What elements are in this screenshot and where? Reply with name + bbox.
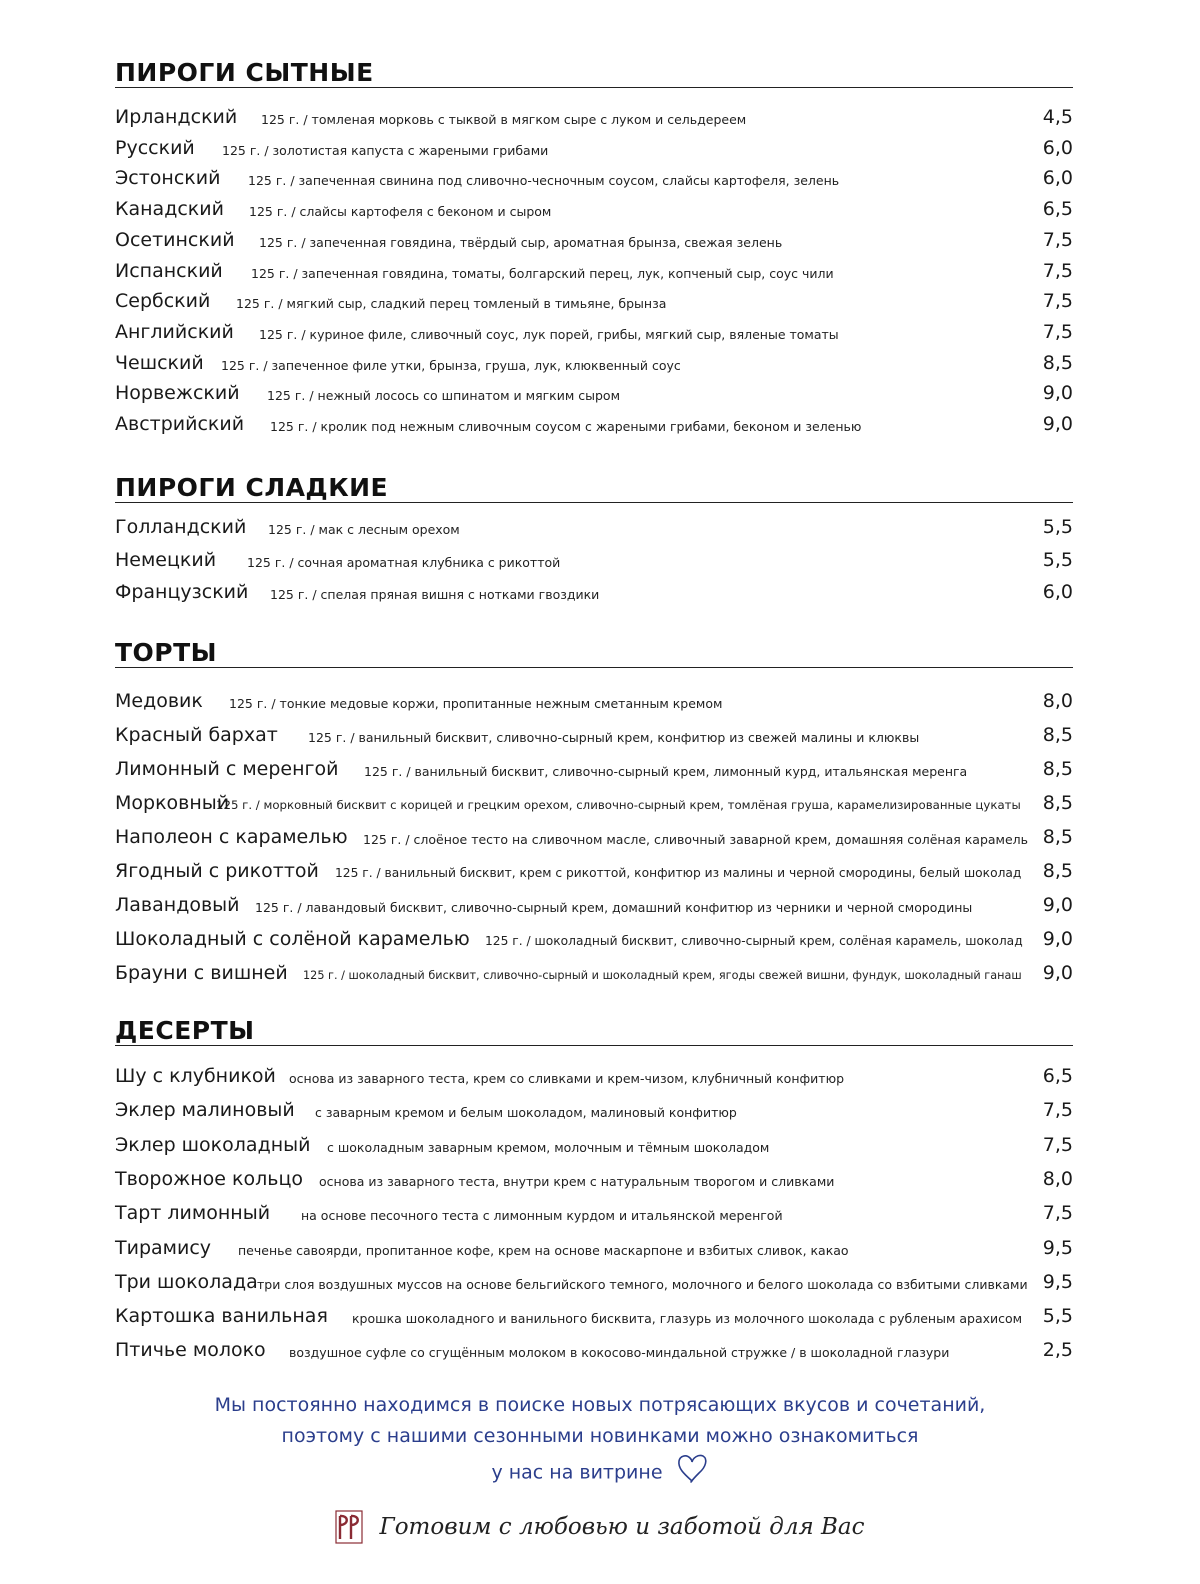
menu-item bbox=[115, 1130, 1073, 1158]
item-description: на основе песочного теста с лимонным курдом и итальянской меренгой bbox=[301, 1208, 783, 1224]
item-price: 9,0 bbox=[1042, 928, 1073, 950]
menu-item bbox=[115, 1061, 1073, 1089]
footer-note-line-3-text: у нас на витрине bbox=[491, 1461, 663, 1484]
item-price: 6,0 bbox=[1042, 581, 1073, 603]
item-description: 125 г. / тонкие медовые коржи, пропитанные нежным сметанным кремом bbox=[229, 696, 723, 711]
item-price: 8,5 bbox=[1042, 860, 1073, 882]
item-name: Английский bbox=[115, 320, 234, 343]
item-name: Медовик bbox=[115, 690, 203, 712]
item-name: Красный бархат bbox=[115, 724, 278, 746]
menu-item bbox=[115, 754, 1073, 782]
menu-item bbox=[115, 256, 1073, 284]
section-title: ТОРТЫ bbox=[115, 638, 1073, 668]
item-description: 125 г. / запеченное филе утки, брынза, груша, лук, клюквенный соус bbox=[221, 357, 681, 373]
menu-item bbox=[115, 788, 1073, 816]
item-price: 6,5 bbox=[1042, 1065, 1073, 1087]
item-description: 125 г. / куриное филе, сливочный соус, лук порей, грибы, мягкий сыр, вяленые томаты bbox=[259, 326, 839, 342]
item-price: 8,5 bbox=[1042, 758, 1073, 780]
heart-icon bbox=[675, 1452, 709, 1494]
item-description: 125 г. / ванильный бисквит, крем с рикоттой, конфитюр из малины и черной смородины, белый шоколад bbox=[335, 866, 1022, 880]
item-name: Птичье молоко bbox=[115, 1339, 266, 1362]
menu-section bbox=[115, 1016, 1073, 1362]
footer-note bbox=[0, 1390, 1200, 1494]
item-name: Творожное кольцо bbox=[115, 1167, 304, 1190]
menu-item bbox=[115, 924, 1073, 952]
item-name: Тирамису bbox=[115, 1236, 212, 1259]
item-description: 125 г. / запеченная говядина, томаты, болгарский перец, лук, копченый сыр, соус чили bbox=[251, 265, 834, 281]
menu-section bbox=[115, 473, 1073, 603]
menu-item bbox=[115, 102, 1073, 130]
item-description: 125 г. / спелая пряная вишня с нотками гвоздики bbox=[270, 587, 600, 602]
item-price: 9,5 bbox=[1042, 1236, 1073, 1259]
item-price: 9,5 bbox=[1042, 1270, 1073, 1293]
item-description: воздушное суфле со сгущённым молоком в кокосово-миндальной стружке / в шоколадной глазури bbox=[289, 1345, 950, 1361]
menu-item bbox=[115, 545, 1073, 573]
menu-item bbox=[115, 1335, 1073, 1363]
menu-item bbox=[115, 409, 1073, 437]
menu-item bbox=[115, 686, 1073, 714]
menu-item bbox=[115, 348, 1073, 376]
item-name: Сербский bbox=[115, 290, 211, 313]
item-price: 5,5 bbox=[1042, 1305, 1073, 1328]
item-price: 8,5 bbox=[1042, 826, 1073, 848]
menu-item bbox=[115, 958, 1073, 986]
item-name: Австрийский bbox=[115, 413, 245, 435]
item-price: 4,5 bbox=[1042, 106, 1073, 128]
menu-item bbox=[115, 194, 1073, 222]
footer-note-line-3 bbox=[0, 1452, 1200, 1494]
brand-slogan: Готовим с любовью и заботой для Вас bbox=[379, 1514, 865, 1540]
item-price: 8,0 bbox=[1042, 690, 1073, 712]
item-description: 125 г. / слоёное тесто на сливочном масле, сливочный заварной крем, домашняя солёная карамель bbox=[363, 832, 1029, 847]
item-name: Французский bbox=[115, 581, 249, 603]
item-price: 8,5 bbox=[1042, 724, 1073, 746]
brand-signature bbox=[0, 1505, 1200, 1549]
item-price: 9,0 bbox=[1042, 894, 1073, 916]
item-price: 6,0 bbox=[1042, 167, 1073, 190]
item-price: 9,0 bbox=[1042, 962, 1073, 984]
item-description: 125 г. / мак с лесным орехом bbox=[268, 522, 460, 537]
footer-note-line-1: Мы постоянно находимся в поиске новых потрясающих вкусов и сочетаний, bbox=[214, 1394, 986, 1416]
menu-item bbox=[115, 512, 1073, 540]
menu-section bbox=[115, 638, 1073, 984]
menu-item bbox=[115, 1164, 1073, 1192]
item-description: 125 г. / кролик под нежным сливочным соусом с жареными грибами, беконом и зеленью bbox=[270, 419, 862, 434]
item-name: Ирландский bbox=[115, 106, 238, 128]
item-price: 8,0 bbox=[1042, 1167, 1073, 1190]
menu-item bbox=[115, 856, 1073, 884]
item-name: Три шоколада bbox=[115, 1270, 258, 1293]
section-title: ПИРОГИ СЛАДКИЕ bbox=[115, 473, 1073, 503]
item-price: 9,0 bbox=[1042, 413, 1073, 435]
item-price: 7,5 bbox=[1042, 1202, 1073, 1225]
item-description: 125 г. / томленая морковь с тыквой в мягком сыре с луком и сельдереем bbox=[261, 112, 747, 127]
item-description: 125 г. / слайсы картофеля с беконом и сыром bbox=[249, 204, 552, 220]
item-name: Немецкий bbox=[115, 548, 217, 571]
item-description: печенье савоярди, пропитанное кофе, крем на основе маскарпоне и взбитых сливок, какао bbox=[238, 1242, 849, 1258]
item-description: 125 г. / мягкий сыр, сладкий перец томленый в тимьяне, брынза bbox=[236, 296, 667, 312]
item-description: 125 г. / шоколадный бисквит, сливочно-сырный крем, солёная карамель, шоколад bbox=[485, 934, 1023, 948]
item-name: Эклер шоколадный bbox=[115, 1133, 311, 1156]
item-description: 125 г. / сочная ароматная клубника с рикоттой bbox=[247, 554, 561, 570]
item-price: 2,5 bbox=[1042, 1339, 1073, 1362]
section-title: ПИРОГИ СЫТНЫЕ bbox=[115, 58, 1073, 88]
menu-item bbox=[115, 720, 1073, 748]
item-description: 125 г. / запеченная свинина под сливочно-чесночным соусом, слайсы картофеля, зелень bbox=[248, 173, 840, 189]
footer-note-line-2: поэтому с нашими сезонными новинками можно ознакомиться bbox=[281, 1425, 919, 1447]
item-name: Наполеон с карамелью bbox=[115, 826, 348, 848]
menu-item bbox=[115, 1095, 1073, 1123]
item-price: 9,0 bbox=[1042, 382, 1073, 405]
item-price: 7,5 bbox=[1042, 228, 1073, 251]
menu-item bbox=[115, 317, 1073, 345]
item-price: 6,5 bbox=[1042, 198, 1073, 221]
item-description: 125 г. / лавандовый бисквит, сливочно-сырный крем, домашний конфитюр из черники и черной смородины bbox=[255, 900, 973, 915]
item-description: три слоя воздушных муссов на основе бельгийского темного, молочного и белого шоколада со взбитыми сливками bbox=[257, 1276, 1028, 1292]
item-name: Шоколадный с солёной карамелью bbox=[115, 928, 470, 950]
section-title: ДЕСЕРТЫ bbox=[115, 1016, 1073, 1046]
menu-item bbox=[115, 1233, 1073, 1261]
item-description: крошка шоколадного и ванильного бисквита, глазурь из молочного шоколада с рубленым арахисом bbox=[352, 1311, 1023, 1327]
menu-item bbox=[115, 133, 1073, 161]
item-price: 7,5 bbox=[1042, 259, 1073, 282]
menu-item bbox=[115, 1198, 1073, 1226]
item-price: 8,5 bbox=[1042, 351, 1073, 374]
menu-item bbox=[115, 822, 1073, 850]
item-price: 6,0 bbox=[1042, 136, 1073, 159]
item-description: 125 г. / запеченная говядина, твёрдый сыр, ароматная брынза, свежая зелень bbox=[259, 234, 783, 250]
item-price: 7,5 bbox=[1042, 1099, 1073, 1122]
item-name: Испанский bbox=[115, 259, 223, 282]
item-description: 125 г. / шоколадный бисквит, сливочно-сырный и шоколадный крем, ягоды свежей вишни, фундук, шоколадный ганаш bbox=[303, 969, 1022, 982]
item-name: Русский bbox=[115, 136, 195, 159]
item-name: Канадский bbox=[115, 198, 224, 221]
item-description: 125 г. / золотистая капуста с жареными грибами bbox=[222, 142, 549, 158]
item-name: Эклер малиновый bbox=[115, 1099, 295, 1122]
item-name: Брауни с вишней bbox=[115, 962, 288, 984]
item-name: Лавандовый bbox=[115, 894, 240, 916]
item-description: основа из заварного теста, крем со сливками и крем-чизом, клубничный конфитюр bbox=[289, 1071, 845, 1086]
item-price: 5,5 bbox=[1042, 516, 1073, 538]
item-price: 7,5 bbox=[1042, 1133, 1073, 1156]
brand-logo bbox=[335, 1510, 363, 1544]
item-description: 125 г. / ванильный бисквит, сливочно-сырный крем, лимонный курд, итальянская меренга bbox=[364, 764, 968, 779]
item-description: с шоколадным заварным кремом, молочным и тёмным шоколадом bbox=[327, 1139, 770, 1155]
item-name: Осетинский bbox=[115, 228, 235, 251]
item-description: 125 г. / ванильный бисквит, сливочно-сырный крем, конфитюр из свежей малины и клюквы bbox=[308, 730, 920, 745]
item-name: Шу с клубникой bbox=[115, 1065, 276, 1087]
item-name: Эстонский bbox=[115, 167, 221, 190]
menu-item bbox=[115, 1267, 1073, 1295]
item-price: 5,5 bbox=[1042, 548, 1073, 571]
menu-item bbox=[115, 378, 1073, 406]
menu-item bbox=[115, 163, 1073, 191]
menu-item bbox=[115, 890, 1073, 918]
menu-item bbox=[115, 286, 1073, 314]
item-name: Ягодный с рикоттой bbox=[115, 860, 319, 882]
item-price: 7,5 bbox=[1042, 290, 1073, 313]
item-description: с заварным кремом и белым шоколадом, малиновый конфитюр bbox=[315, 1105, 737, 1121]
item-description: 125 г. / морковный бисквит с корицей и грецким орехом, сливочно-сырный крем, томлёная груша, карамелизированные цукаты bbox=[216, 798, 1021, 812]
item-name: Тарт лимонный bbox=[115, 1202, 271, 1225]
item-price: 8,5 bbox=[1042, 792, 1073, 814]
menu-item bbox=[115, 577, 1073, 605]
item-name: Лимонный с меренгой bbox=[115, 758, 339, 780]
item-name: Морковный bbox=[115, 792, 230, 814]
menu-item bbox=[115, 1301, 1073, 1329]
item-name: Норвежский bbox=[115, 382, 240, 405]
item-price: 7,5 bbox=[1042, 320, 1073, 343]
item-name: Голландский bbox=[115, 516, 247, 538]
item-description: 125 г. / нежный лосось со шпинатом и мягким сыром bbox=[267, 388, 621, 404]
menu-section bbox=[115, 58, 1073, 435]
item-description: основа из заварного теста, внутри крем с натуральным творогом и сливками bbox=[319, 1173, 835, 1189]
menu-item bbox=[115, 225, 1073, 253]
item-name: Чешский bbox=[115, 351, 204, 374]
item-name: Картошка ванильная bbox=[115, 1305, 328, 1328]
